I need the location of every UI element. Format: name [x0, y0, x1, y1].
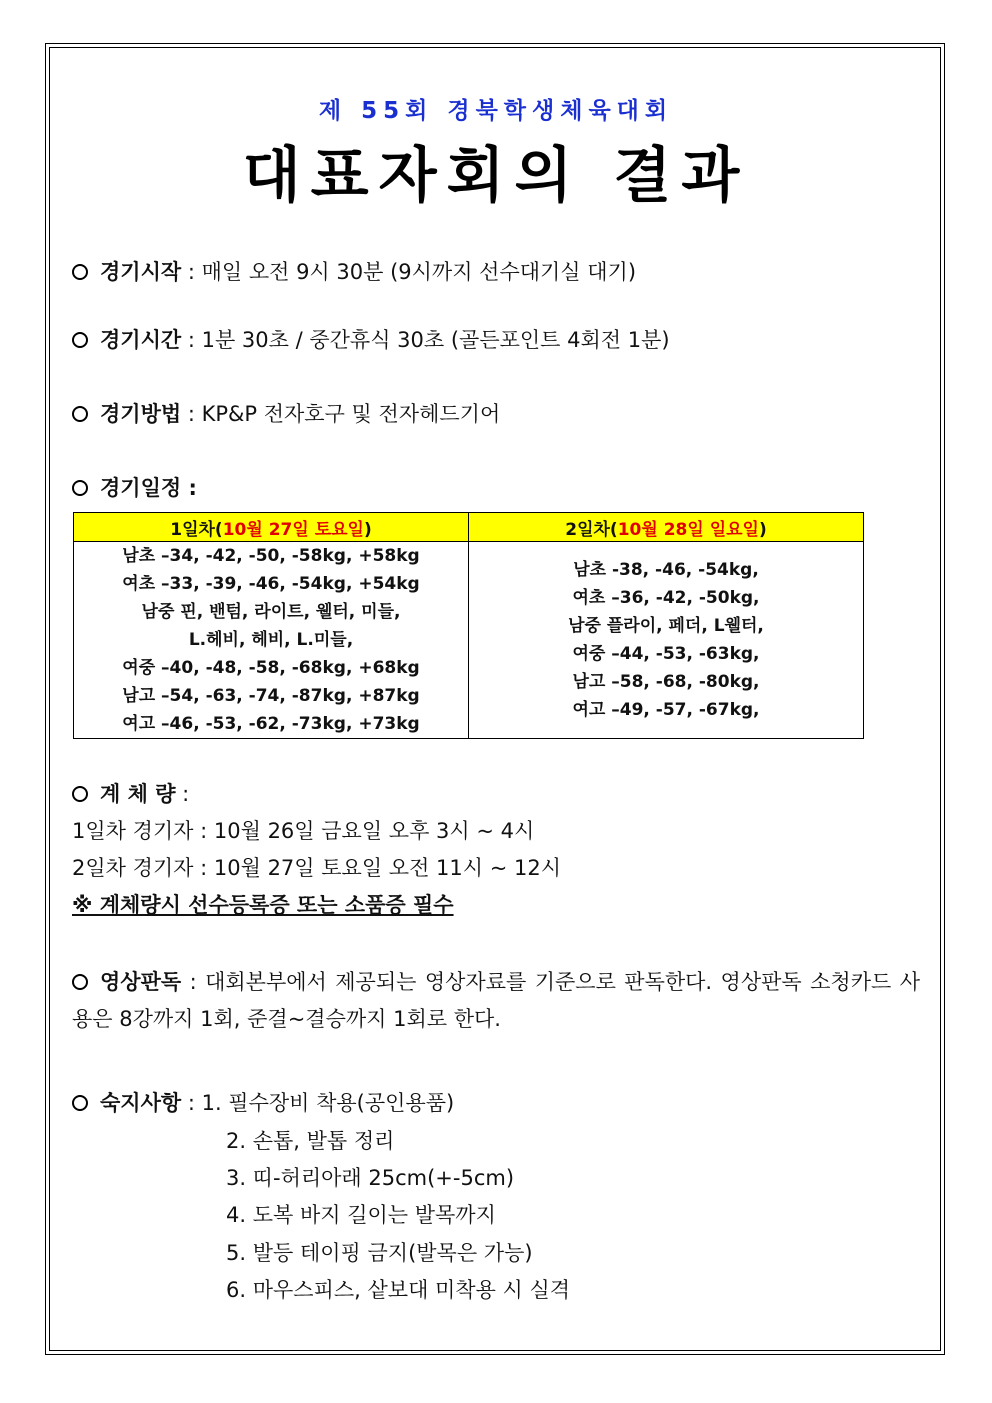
day2-line: 여초 –36, -42, -50kg, — [572, 588, 760, 608]
weigh-in-day1: 1일차 경기자 : 10월 26일 금요일 오후 3시 ~ 4시 — [72, 819, 535, 843]
section-value: : 대회본부에서 제공되는 영상자료를 기준으로 판독한다. 영상판독 소청카드 사용은 8강까지 1회, 준결~결승까지 1회로 한다. — [72, 970, 920, 1031]
section-value: : 1분 30초 / 중간휴식 30초 (골든포인트 4회전 1분) — [181, 328, 670, 352]
section-label: 경기시작 — [100, 260, 182, 284]
day1-line: 남초 –34, -42, -50, -58kg, +58kg — [122, 546, 420, 566]
note-item: : 1. 필수장비 착용(공인용품) — [181, 1091, 455, 1115]
note-item: 2. 손톱, 발톱 정리 — [226, 1129, 395, 1153]
section-time — [72, 324, 670, 354]
day1-line: 남고 –54, -63, -74, -87kg, +87kg — [122, 686, 420, 706]
weigh-in-day2: 2일차 경기자 : 10월 27일 토요일 오전 11시 ~ 12시 — [72, 856, 561, 880]
note-item: 6. 마우스피스, 샅보대 미착용 시 실격 — [226, 1278, 571, 1302]
day2-line: 남초 -38, -46, -54kg, — [573, 560, 759, 580]
circle-bullet-icon — [72, 406, 88, 422]
page-title: 대표자회의 결과 — [242, 141, 750, 211]
day1-line: 여중 –40, -48, -58, -68kg, +68kg — [122, 658, 420, 678]
day2-line: 여고 –49, -57, -67kg, — [572, 700, 760, 720]
circle-bullet-icon — [72, 332, 88, 348]
section-value: : — [175, 782, 190, 806]
day1-line: 남중 핀, 밴텀, 라이트, 웰터, 미들, — [141, 602, 401, 622]
circle-bullet-icon — [72, 264, 88, 280]
circle-bullet-icon — [72, 1095, 88, 1111]
section-method — [72, 398, 500, 428]
day2-header: 2일차(10월 28일 일요일) — [469, 513, 864, 542]
section-weigh-in — [72, 778, 189, 808]
section-video — [72, 964, 920, 1038]
day2-line: 여중 –44, -53, -63kg, — [572, 644, 760, 664]
section-label: 경기시간 — [100, 328, 182, 352]
circle-bullet-icon — [72, 786, 88, 802]
day2-line: 남고 –58, -68, -80kg, — [572, 672, 760, 692]
event-subtitle: 제 55회 경북학생체육대회 — [318, 98, 674, 124]
day1-line: 여고 –46, -53, -62, -73kg, +73kg — [122, 714, 420, 734]
day2-line: 남중 플라이, 페더, L웰터, — [568, 616, 764, 636]
section-label: 계 체 량 — [100, 782, 176, 806]
section-start — [72, 256, 636, 286]
section-label: 경기방법 — [100, 402, 182, 426]
section-schedule — [72, 472, 197, 502]
section-value: : 매일 오전 9시 30분 (9시까지 선수대기실 대기) — [181, 260, 637, 284]
section-label: 경기일정 : — [100, 476, 197, 500]
note-item: 3. 띠-허리아래 25cm(+-5cm) — [226, 1166, 515, 1190]
schedule-table — [73, 512, 864, 739]
day1-line: 여초 –33, -39, -46, -54kg, +54kg — [122, 574, 420, 594]
circle-bullet-icon — [72, 974, 88, 990]
day1-cell — [74, 542, 469, 739]
note-item: 5. 발등 테이핑 금지(발목은 가능) — [226, 1241, 533, 1265]
section-label: 숙지사항 — [100, 1091, 182, 1115]
day1-header: 1일차(10월 27일 토요일) — [74, 513, 469, 542]
circle-bullet-icon — [72, 480, 88, 496]
section-label: 영상판독 — [100, 970, 182, 994]
section-notes — [72, 1087, 454, 1117]
weigh-in-notice: ※ 계체량시 선수등록증 또는 소품증 필수 — [72, 893, 454, 917]
section-value: : KP&P 전자호구 및 전자헤드기어 — [181, 402, 501, 426]
day2-cell — [469, 542, 864, 739]
note-item: 4. 도복 바지 길이는 발목까지 — [226, 1203, 496, 1227]
day1-line: L.헤비, 헤비, L.미들, — [188, 630, 354, 650]
